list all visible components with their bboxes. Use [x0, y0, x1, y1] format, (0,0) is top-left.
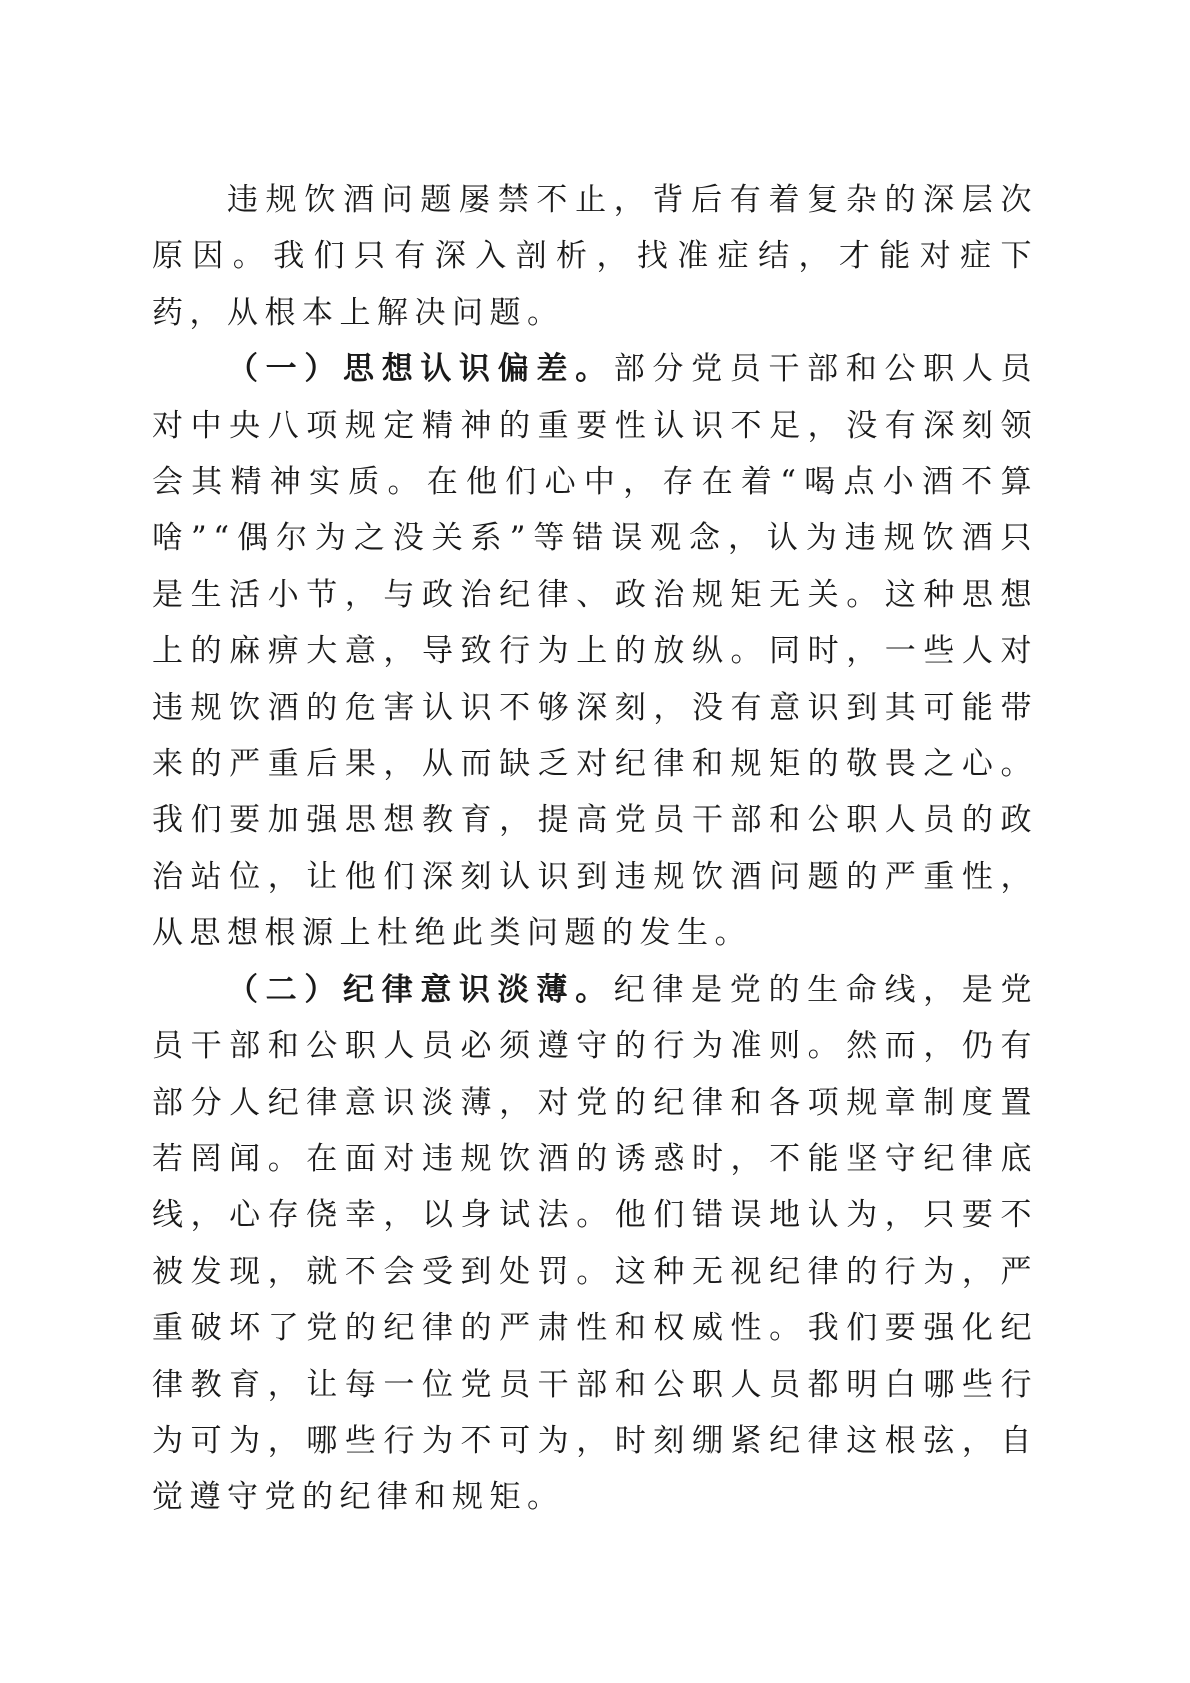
section-one-heading: （一）思想认识偏差。 — [227, 351, 614, 388]
section-two-paragraph — [152, 962, 1038, 1526]
section-two-text: 纪律是党的生命线，是党员干部和公职人员必须遵守的行为准则。然而，仍有部分人纪律意识淡薄，对党的纪律和各项规章制度置若罔闻。在面对违规饮酒的诱惑时，不能坚守纪律底线，心存侥幸，以身试法。他们错误地认为，只要不被发现，就不会受到处罚。这种无视纪律的行为，严重破坏了党的纪律的严肃性和权威性。我们要强化纪律教育，让每一位党员干部和公职人员都明白哪些行为可为，哪些行为不可为，时刻绷紧纪律这根弦，自觉遵守党的纪律和规矩。 — [152, 971, 1038, 1516]
document-body — [152, 172, 1038, 1526]
section-one-paragraph — [152, 341, 1038, 961]
intro-paragraph-text: 违规饮酒问题屡禁不止，背后有着复杂的深层次原因。我们只有深入剖析，找准症结，才能对症下药，从根本上解决问题。 — [152, 182, 1038, 331]
intro-paragraph — [152, 172, 1038, 341]
section-one-text: 部分党员干部和公职人员对中央八项规定精神的重要性认识不足，没有深刻领会其精神实质。在他们心中，存在着“喝点小酒不算啥”“偶尔为之没关系”等错误观念，认为违规饮酒只是生活小节，与政治纪律、政治规矩无关。这种思想上的麻痹大意，导致行为上的放纵。同时，一些人对违规饮酒的危害认识不够深刻，没有意识到其可能带来的严重后果，从而缺乏对纪律和规矩的敬畏之心。我们要加强思想教育，提高党员干部和公职人员的政治站位，让他们深刻认识到违规饮酒问题的严重性，从思想根源上杜绝此类问题的发生。 — [152, 351, 1038, 952]
section-two-heading: （二）纪律意识淡薄。 — [227, 971, 614, 1008]
